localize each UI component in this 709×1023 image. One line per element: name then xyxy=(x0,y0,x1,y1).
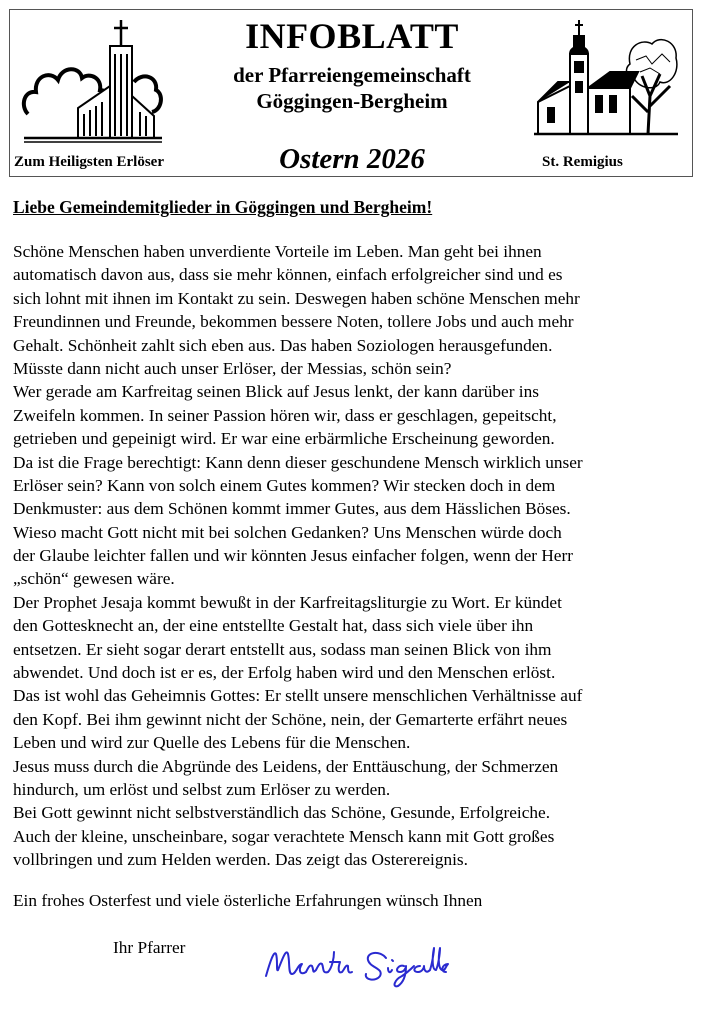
body-line: Da ist die Frage berechtigt: Kann denn dieser geschundene Mensch wirklich unser xyxy=(13,452,583,472)
edition-label: Ostern 2026 xyxy=(279,143,425,175)
body-line: Müsste dann nicht auch unser Erlöser, der Messias, schön sein? xyxy=(13,358,452,378)
letter-sign-off: Ihr Pfarrer xyxy=(113,938,186,957)
body-line: Wer gerade am Karfreitag seinen Blick auf Jesus lenkt, der kann darüber ins xyxy=(13,382,539,402)
body-line: Schöne Menschen haben unverdiente Vorteile im Leben. Man geht bei ihnen xyxy=(13,242,542,261)
body-line: Bei Gott gewinnt nicht selbstverständlich das Schöne, Gesunde, Erfolgreiche. xyxy=(13,803,551,823)
masthead xyxy=(9,9,693,177)
body-line: den Gottesknecht an, der eine entstellte Gestalt hat, dass sich viele über ihn xyxy=(13,616,534,636)
body-line: getrieben und gepeinigt wird. Er war eine erbärmliche Erscheinung geworden. xyxy=(13,429,555,449)
body-line: Das ist wohl das Geheimnis Gottes: Er stellt unsere menschlichen Verhältnisse auf xyxy=(13,686,583,706)
body-line: Erlöser sein? Kann von solch einem Gutes kommen? Wir stecken doch in dem xyxy=(13,475,556,495)
body-line: den Kopf. Bei ihm gewinnt nicht der Schöne, nein, der Gemarterte erfährt neues xyxy=(13,709,568,729)
body-line: Auch der kleine, unscheinbare, sogar verachtete Mensch kann mit Gott großes xyxy=(13,826,555,846)
parish-name-line: Göggingen-Bergheim xyxy=(256,89,448,113)
right-church-caption: St. Remigius xyxy=(542,154,623,170)
body-line: Leben und wird zur Quelle des Lebens für die Menschen. xyxy=(13,733,411,753)
left-church-caption: Zum Heiligsten Erlöser xyxy=(14,154,164,170)
body-line: der Glaube leichter fallen und wir könnten Jesus einfacher folgen, wenn der Herr xyxy=(13,546,573,566)
letter-closing: Ein frohes Osterfest und viele österliche Erfahrungen wünsch Ihnen xyxy=(13,891,483,910)
body-line: Wieso macht Gott nicht mit bei solchen Gedanken? Uns Menschen würde doch xyxy=(13,522,562,542)
body-line: abwendet. Und doch ist er es, der Erfolg haben wird und den Menschen erlöst. xyxy=(13,663,556,683)
letter-greeting: Liebe Gemeindemitglieder in Göggingen und Bergheim! xyxy=(13,197,433,217)
body-line: automatisch davon aus, dass sie mehr können, einfach erfolgreicher sind und es xyxy=(13,265,563,285)
modern-church-tower-icon xyxy=(18,16,168,148)
body-line: sich lohnt mit ihnen im Kontakt zu sein. Deswegen haben schöne Menschen mehr xyxy=(13,288,580,308)
body-line: hindurch, um erlöst und selbst zum Erlöser zu werden. xyxy=(13,779,391,799)
body-line: Freundinnen und Freunde, bekommen bessere Noten, tollere Jobs und auch mehr xyxy=(13,312,574,332)
newsletter-title: INFOBLATT xyxy=(245,16,459,56)
parish-community-line: der Pfarreiengemeinschaft xyxy=(233,63,471,87)
body-line: Gehalt. Schönheit zahlt sich eben aus. Das haben Soziologen herausgefunden. xyxy=(13,335,553,355)
body-line: Zweifeln kommen. In seiner Passion hören wir, dass er geschlagen, gepeitscht, xyxy=(13,405,557,425)
body-line: entsetzen. Er sieht sogar derart entstellt aus, sodass man seinen Blick von ihm xyxy=(13,639,552,659)
body-line: vollbringen und zum Helden werden. Das zeigt das Osterereignis. xyxy=(13,850,468,870)
letter-body xyxy=(13,240,703,872)
body-line: Denkmuster: aus dem Schönen kommt immer Gutes, aus dem Hässlichen Böses. xyxy=(13,499,571,519)
body-line: Der Prophet Jesaja kommt bewußt in der Karfreitagsliturgie zu Wort. Er kündet xyxy=(13,592,562,612)
handwritten-signature xyxy=(262,940,452,990)
body-line: Jesus muss durch die Abgründe des Leidens, der Enttäuschung, der Schmerzen xyxy=(13,756,559,776)
church-with-tree-icon xyxy=(530,16,680,140)
body-line: „schön“ gewesen wäre. xyxy=(13,569,175,589)
